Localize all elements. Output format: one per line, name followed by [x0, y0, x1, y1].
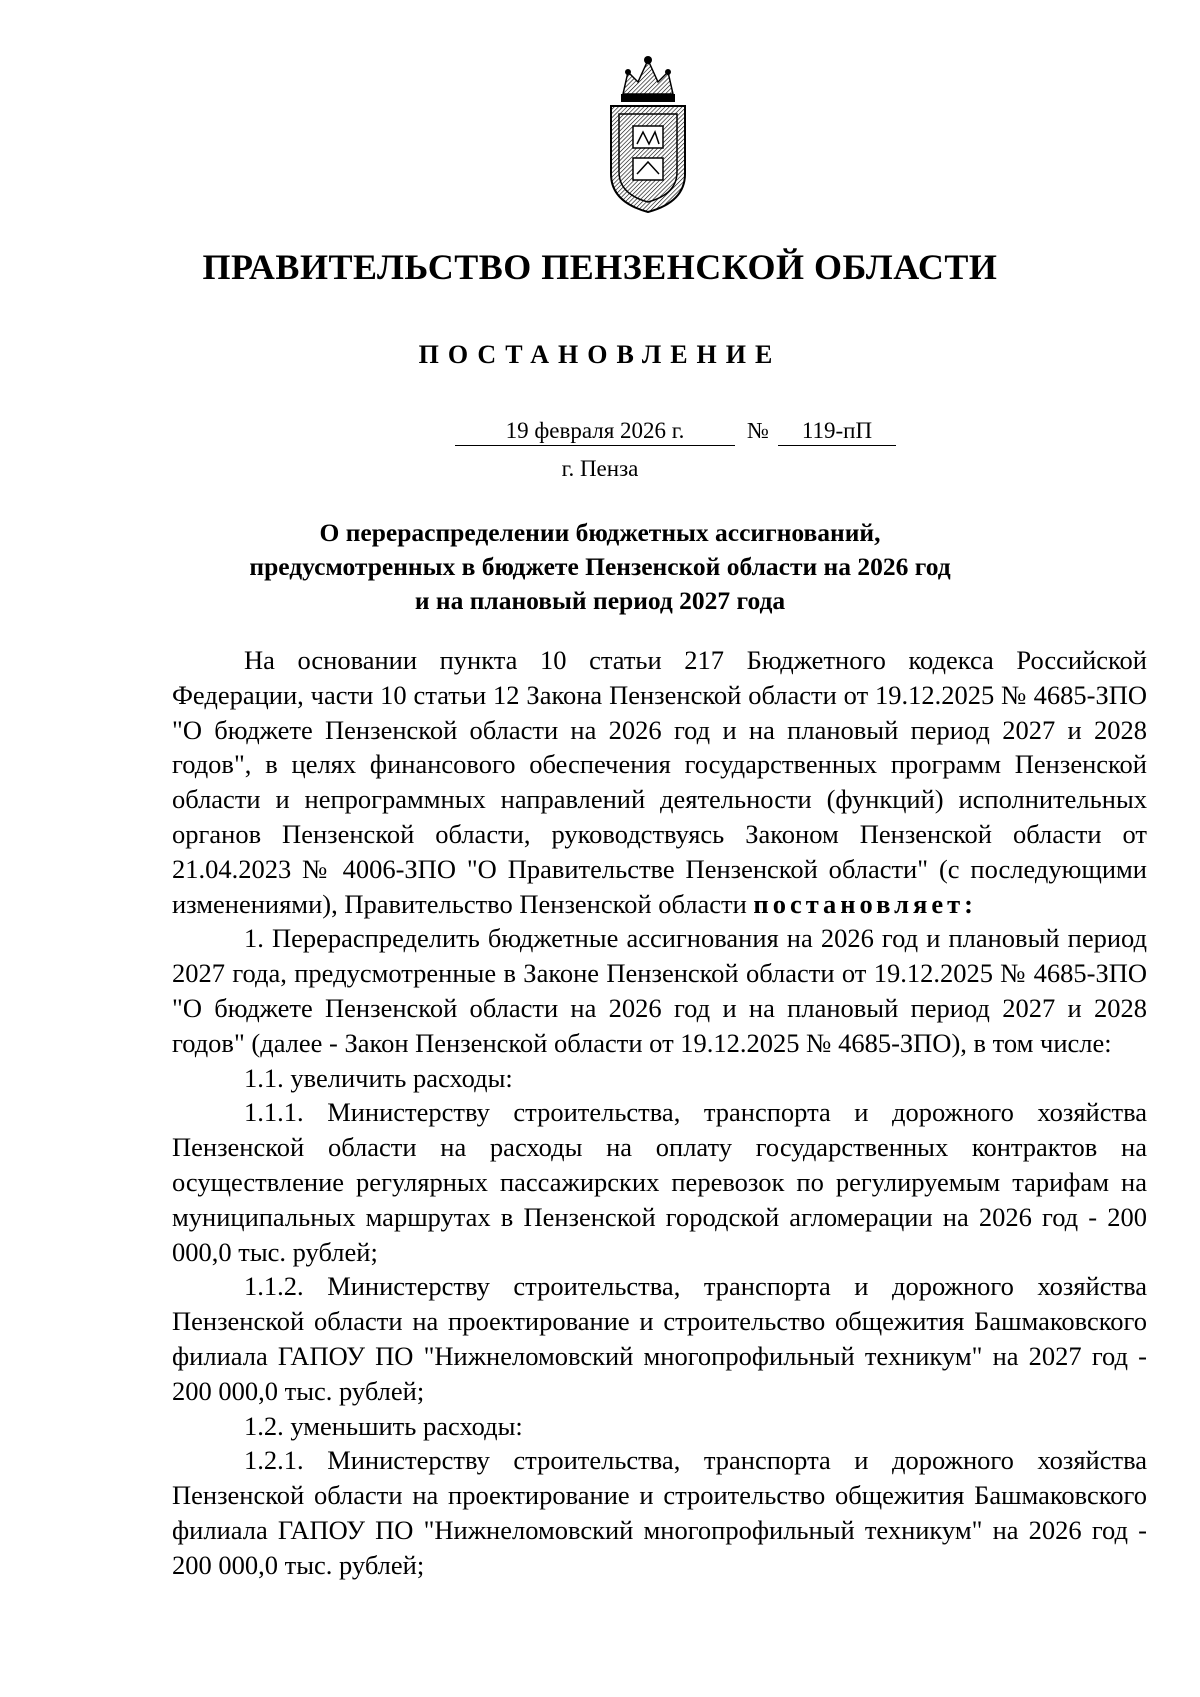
document-subject [0, 516, 1200, 618]
paragraph-1-2: 1.2. уменьшить расходы: [244, 1410, 523, 1441]
document-number: 119-пП [778, 417, 896, 446]
paragraph-1-1: 1.1. увеличить расходы: [244, 1062, 513, 1093]
paragraph-1-1-1: 1.1.1. Министерству строительства, транспорта и дорожного хозяйства Пензенской области на расходы на оплату государственных контрактов на осуществление регулярных пассажирских перевозок по регулируемым тарифам на муниципальных маршрутах в Пензенской городской агломерации на 2026 год - 200 000,0 тыс. рублей; [172, 1097, 1147, 1267]
decree-word: постановляет: [753, 888, 977, 919]
preamble-text: На основании пункта 10 статьи 217 Бюджетного кодекса Российской Федерации, части 10 статьи 12 Закона Пензенской области от 19.12.2025 № 4685-ЗПО "О бюджете Пензенской области на 2026 год и на плановый период 2027 и 2028 годов", в целях финансового обеспечения государственных программ Пензенской области и непрограммных направлений деятельности (функций) исполнительных органов Пензенской области, руководствуясь Законом Пензенской области от 21.04.2023 № 4006-ЗПО "О Правительстве Пензенской области" (с последующими изменениями), Правительство Пензенской области [172, 645, 1147, 919]
government-title: ПРАВИТЕЛЬСТВО ПЕНЗЕНСКОЙ ОБЛАСТИ [202, 247, 998, 287]
subject-line: и на плановый период 2027 года [414, 586, 786, 615]
document-date: 19 февраля 2026 г. [455, 417, 735, 446]
subject-line: О перераспределении бюджетных ассигнований, [319, 518, 881, 547]
paragraph-1: 1. Перераспределить бюджетные ассигнования на 2026 год и плановый период 2027 года, предусмотренные в Законе Пензенской области от 19.12.2025 № 4685-ЗПО "О бюджете Пензенской области на 2026 год и на плановый период 2027 и 2028 годов" (далее - Закон Пензенской области от 19.12.2025 № 4685-ЗПО), в том числе: [172, 923, 1147, 1058]
paragraph-1-1-2: 1.1.2. Министерству строительства, транспорта и дорожного хозяйства Пензенской области на проектирование и строительство общежития Башмаковского филиала ГАПОУ ПО "Нижнеломовский многопрофильный техникум" на 2027 год - 200 000,0 тыс. рублей; [172, 1271, 1147, 1406]
subject-line: предусмотренных в бюджете Пензенской области на 2026 год [249, 552, 951, 581]
document-body [172, 643, 1147, 1583]
preamble-paragraph [172, 643, 1147, 921]
paragraph-1-2-1: 1.2.1. Министерству строительства, транспорта и дорожного хозяйства Пензенской области на проектирование и строительство общежития Башмаковского филиала ГАПОУ ПО "Нижнеломовский многопрофильный техникум" на 2026 год - 200 000,0 тыс. рублей; [172, 1445, 1147, 1580]
city: г. Пенза [561, 456, 639, 481]
penza-coat-of-arms-icon [603, 54, 693, 214]
number-sign: № [747, 418, 769, 443]
document-type: ПОСТАНОВЛЕНИЕ [418, 340, 782, 369]
